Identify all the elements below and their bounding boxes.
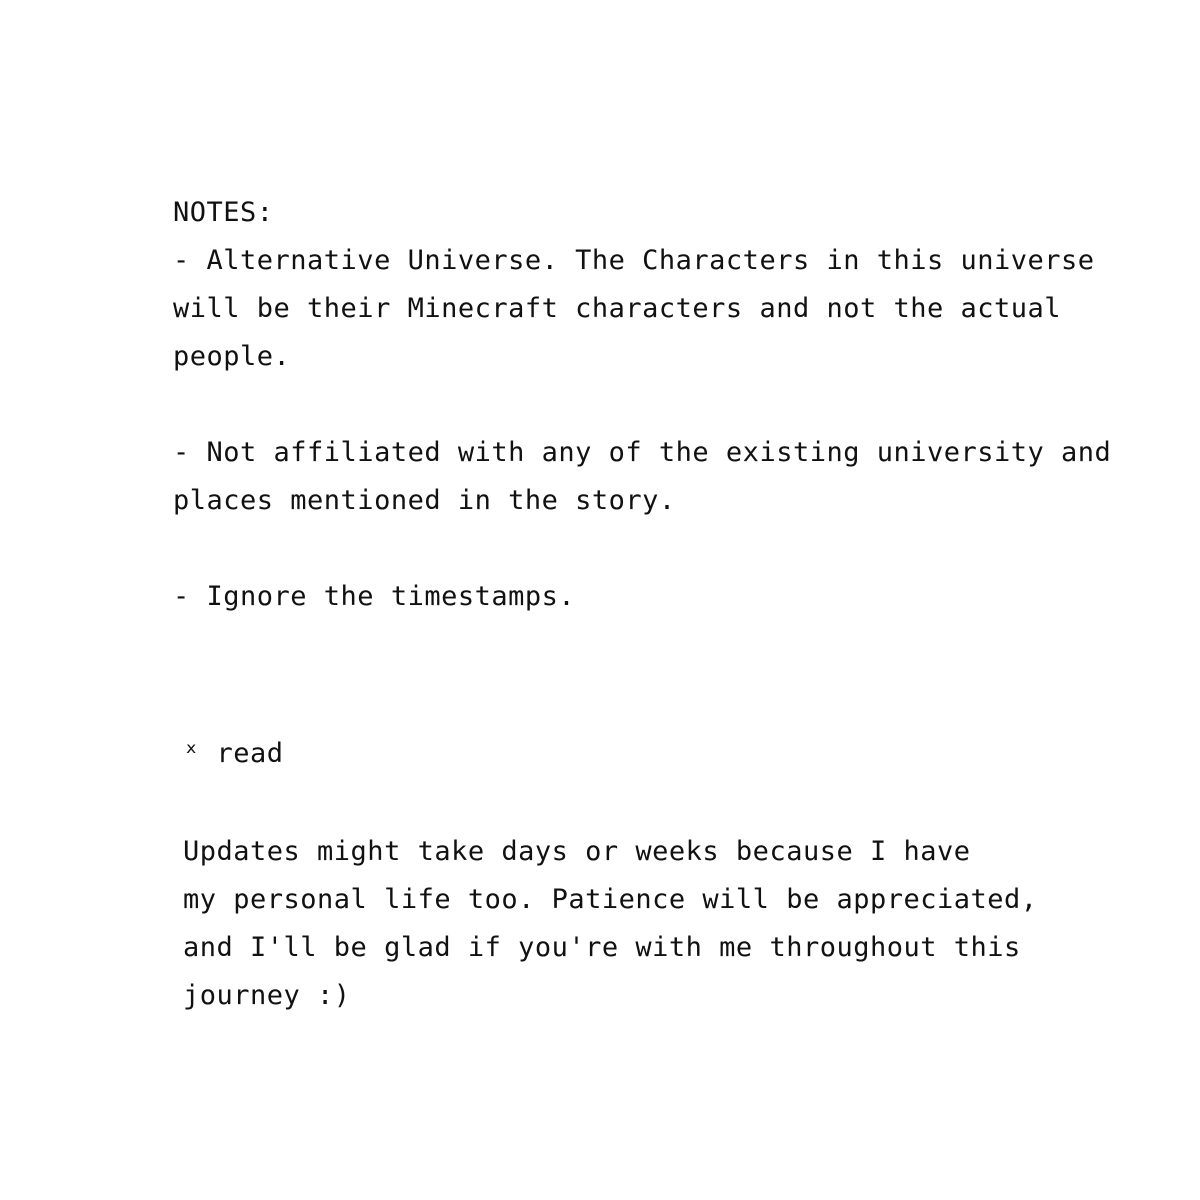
spacer bbox=[173, 381, 1053, 429]
updates-line-2: my personal life too. Patience will be appreciated, bbox=[183, 884, 1038, 915]
note-item-1-line-3: people. bbox=[173, 341, 291, 372]
updates-line-3: and I'll be glad if you're with me throughout this bbox=[183, 932, 1021, 963]
note-item-2-line-1: - Not affiliated with any of the existing university and bbox=[173, 437, 1112, 468]
spacer bbox=[173, 525, 1053, 573]
note-item-1-line-2: will be their Minecraft characters and not the actual bbox=[173, 293, 1062, 324]
notes-section bbox=[173, 189, 1112, 621]
note-item-3-line-1: - Ignore the timestamps. bbox=[173, 581, 576, 612]
updates-line-4: journey :) bbox=[183, 980, 351, 1011]
updates-section bbox=[183, 828, 1063, 1020]
note-item-1-line-1: - Alternative Universe. The Characters in this universe bbox=[173, 245, 1095, 276]
read-marker-section bbox=[183, 730, 1063, 778]
notes-heading: NOTES: bbox=[173, 197, 274, 228]
updates-line-1: Updates might take days or weeks because I have bbox=[183, 836, 971, 867]
note-item-2-line-2: places mentioned in the story. bbox=[173, 485, 676, 516]
read-marker: ˣ read bbox=[183, 738, 284, 769]
